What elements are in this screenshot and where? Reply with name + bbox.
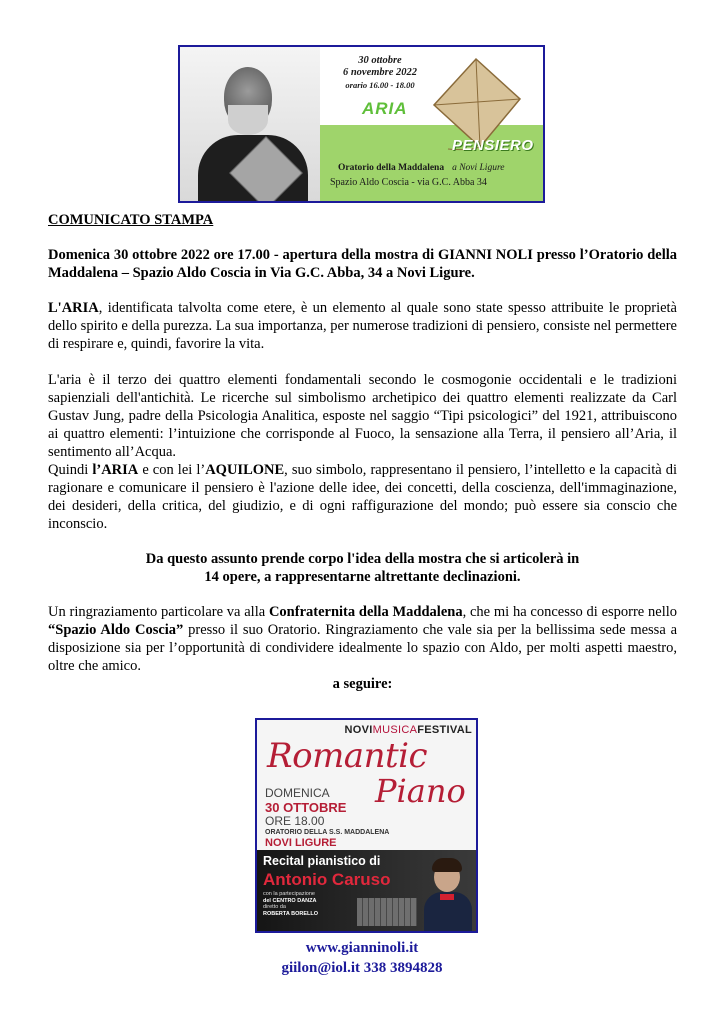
festival-novi: NOVI [344, 724, 373, 736]
website-link[interactable]: www.gianninoli.it [305, 940, 419, 956]
poster-town: NOVI LIGURE [265, 837, 337, 849]
exhibition-highlight [48, 550, 677, 586]
banner-venue-name: Oratorio della Maddalena [338, 163, 445, 173]
aria-paragraph [48, 299, 677, 353]
press-release-body [48, 211, 677, 693]
exhibition-banner [178, 45, 545, 203]
poster-date: 30 OTTOBRE [265, 800, 347, 815]
aquilone-text-a: Quindi [48, 462, 93, 478]
artist-beard-shape [228, 105, 268, 135]
highlight-line-1: Da questo assunto prende corpo l'idea della mostra che si articolerà in [145, 551, 580, 567]
poster-title-romantic: Romantic [267, 736, 428, 776]
pianist-photo [422, 850, 474, 931]
poster-venue: ORATORIO DELLA S.S. MADDALENA [265, 829, 390, 836]
aria-paragraph-text: , identificata talvolta come etere, è un elemento al quale sono state spesso attribuite le proprietà dello spirito e della purezza. La sua importanza, per numerose tradizioni di pensiero, consiste nel permettere di respirare e, quindi, favorire la vita. [48, 300, 677, 352]
pianist-hair-shape [432, 858, 462, 872]
banner-venue [338, 163, 505, 173]
thanks-text-a: Un ringraziamento particolare va alla [48, 604, 269, 620]
credit-centro-danza: del CENTRO DANZA [263, 897, 317, 904]
spazio-name: “Spazio Aldo Coscia” [48, 622, 184, 638]
festival-word: FESTIVAL [417, 724, 472, 736]
bow-tie-icon [440, 894, 454, 900]
recital-label: Recital pianistico di [263, 854, 381, 868]
pensiero-title: PENSIERO [452, 137, 534, 154]
poster-time: ORE 18.00 [265, 814, 325, 828]
date-line-1: 30 ottobre [358, 55, 402, 66]
highlight-line-2: 14 opere, a rappresentarne altrettante declinazioni. [204, 569, 521, 585]
banner-venue-town: a Novi Ligure [452, 163, 505, 173]
confraternita-name: Confraternita della Maddalena [268, 604, 463, 620]
contacts [0, 938, 724, 978]
elements-paragraph: L'aria è il terzo dei quattro elementi fondamentali secondo le cosmogonie occidentali e le tradizioni sapienziali dell'antichità. Le ricerche sul simbolismo archetipico dei quattro elementi realizzate da Carl Gustav Jung, padre della Psicologia Analitica, esposte nel saggio “Tipi psicologici” del 1921, attribuiscono ai quattro elementi: l’intuizione che corrisponde al Fuoco, la sensazione alla Terra, il pensiero all’Aria, il sentimento all’Acqua. [48, 372, 677, 460]
document-heading: COMUNICATO STAMPA [48, 212, 214, 228]
aquilone-term: AQUILONE [205, 462, 285, 478]
thanks-text-c: , che mi ha concesso di esporre nello [462, 604, 678, 620]
aquilone-paragraph [48, 461, 677, 533]
poster-title-piano: Piano [375, 772, 466, 810]
festival-musica: MUSICA [372, 724, 418, 736]
email-phone[interactable]: giilon@iol.it 338 3894828 [281, 960, 443, 976]
banner-address: Spazio Aldo Coscia - via G.C. Abba 34 [330, 177, 487, 188]
artist-photo [180, 47, 320, 201]
aquilone-text-c: e con lei l’ [138, 462, 206, 478]
piano-keys-shape [357, 898, 417, 926]
follow-label: a seguire: [332, 676, 393, 692]
aria-term: L'ARIA [48, 300, 99, 316]
aria-title: ARIA [362, 99, 408, 118]
credit-line-1: con la partecipazione [263, 891, 315, 897]
date-line-2: 6 novembre 2022 [342, 67, 418, 78]
credit-director: ROBERTA BORELLO [263, 910, 318, 917]
opening-hours: orario 16.00 - 18.00 [345, 80, 415, 90]
credit-line-3: diretto da [263, 904, 286, 910]
poster-day: DOMENICA [265, 786, 330, 800]
aria-term-2: l’ARIA [92, 462, 139, 478]
thanks-text-e: presso il suo Oratorio. Ringraziamento che vale sia per la bellissima sede messa a disposizione sia per l’opportunità di condividere idealmente lo spazio con Aldo, per molti aspetti maestro, oltre che amico. [48, 622, 678, 674]
pianist-name: Antonio Caruso [263, 870, 391, 889]
concert-poster [255, 718, 478, 933]
thanks-paragraph [48, 603, 677, 675]
aquilone-text-e: , suo simbolo, rappresentano il pensiero, l’intelletto e la capacità di ragionare e comunicare il pensiero è l'azione delle idee, dei concetti, della coscienza, dell'immaginazione, dei desideri, della critica, del giudizio, e di ogni raffigurazione del mondo; può essere sia conscio che inconscio. [48, 462, 678, 532]
exhibition-dates [330, 55, 430, 91]
lead-paragraph: Domenica 30 ottobre 2022 ore 17.00 - apertura della mostra di GIANNI NOLI presso l’Oratorio della Maddalena – Spazio Aldo Coscia in Via G.C. Abba, 34 a Novi Ligure. [48, 247, 677, 281]
credit-line-4 [263, 911, 353, 918]
poster-credits [263, 891, 353, 917]
festival-logo [257, 724, 472, 736]
